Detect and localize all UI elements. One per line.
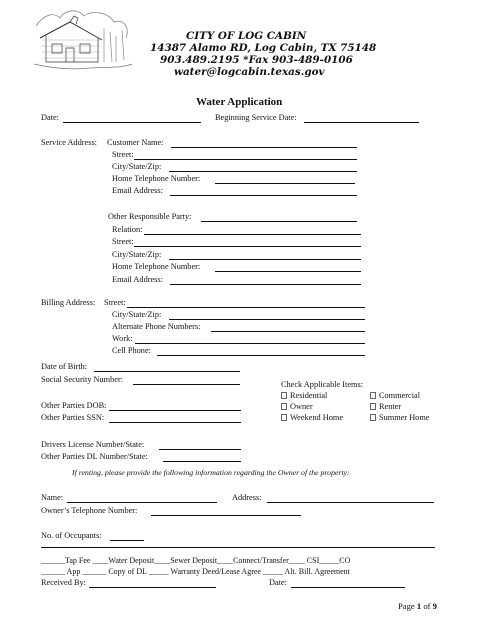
- owner-address-field[interactable]: [267, 494, 434, 503]
- other-home-phone-label: Home Telephone Number:: [112, 262, 201, 271]
- owner-phone-label: Owner’s Telephone Number:: [41, 506, 138, 515]
- dl-field[interactable]: [159, 441, 241, 450]
- occupants-field[interactable]: [110, 532, 144, 541]
- billing-city-label: City/State/Zip:: [112, 310, 162, 319]
- beginning-date-label: Beginning Service Date:: [215, 113, 297, 122]
- dob-label: Date of Birth:: [41, 362, 88, 371]
- other-email-field[interactable]: [170, 276, 361, 285]
- billing-street-field[interactable]: [127, 299, 365, 308]
- billing-address-label: Billing Address:: [41, 298, 96, 307]
- billing-city-field[interactable]: [169, 311, 365, 320]
- email-field[interactable]: [170, 187, 357, 196]
- dl-label: Drivers License Number/State:: [41, 440, 145, 449]
- home-phone-field[interactable]: [215, 175, 355, 184]
- street-label: Street:: [112, 150, 134, 159]
- other-dob-field[interactable]: [109, 402, 241, 411]
- checkbox-icon: [370, 414, 376, 421]
- dob-field[interactable]: [94, 363, 240, 372]
- ssn-label: Social Security Number:: [41, 375, 124, 384]
- work-label: Work:: [112, 334, 133, 343]
- checkbox-renter[interactable]: Renter: [370, 402, 401, 412]
- other-dob-label: Other Parties DOB:: [41, 401, 107, 410]
- owner-address-label: Address:: [232, 493, 262, 502]
- office-date-label: Date:: [269, 578, 287, 587]
- org-name: CITY OF LOG CABIN: [186, 30, 307, 42]
- other-email-label: Email Address:: [112, 275, 163, 284]
- work-field[interactable]: [135, 335, 365, 344]
- email-label: Email Address:: [112, 186, 163, 195]
- divider: [41, 547, 435, 548]
- other-street-label: Street:: [112, 237, 134, 246]
- page-number: Page 1 of 9: [398, 601, 437, 611]
- relation-label: Relation:: [112, 225, 143, 234]
- home-phone-label: Home Telephone Number:: [112, 174, 201, 183]
- owner-name-field[interactable]: [67, 494, 217, 503]
- relation-field[interactable]: [144, 226, 361, 235]
- other-party-field[interactable]: [201, 213, 357, 222]
- owner-name-label: Name:: [41, 493, 64, 502]
- form-title: Water Application: [196, 96, 283, 108]
- checkbox-residential[interactable]: Residential: [281, 391, 327, 401]
- other-street-field[interactable]: [134, 238, 361, 247]
- checkbox-icon: [370, 403, 376, 410]
- occupants-label: No. of Occupants:: [41, 531, 102, 540]
- other-ssn-field[interactable]: [109, 414, 241, 423]
- other-party-label: Other Responsible Party:: [108, 212, 192, 221]
- org-email: water@logcabin.texas.gov: [174, 66, 325, 78]
- cell-label: Cell Phone:: [112, 346, 151, 355]
- received-by-field[interactable]: [89, 579, 216, 588]
- cell-field[interactable]: [157, 347, 365, 356]
- checkbox-icon: [281, 414, 287, 421]
- office-row-2: ______ App ______ Copy of DL _____ Warranty Deed/Lease Agree _____ Alt. Bill. Agreement: [41, 567, 350, 576]
- org-phone: 903.489.2195 *Fax 903-489-0106: [160, 54, 353, 66]
- street-field[interactable]: [134, 151, 357, 160]
- office-row-1: ______Tap Fee ____Water Deposit____Sewer Deposit____Connect/Transfer____ CSI_____CO: [41, 556, 351, 565]
- checkbox-icon: [281, 403, 287, 410]
- service-address-label: Service Address:: [41, 138, 97, 147]
- other-dl-label: Other Parties DL Number/State:: [41, 452, 148, 461]
- ssn-field[interactable]: [133, 376, 240, 385]
- checkbox-owner[interactable]: Owner: [281, 402, 313, 412]
- checkbox-summer-home[interactable]: Summer Home: [370, 413, 429, 423]
- customer-name-field[interactable]: [171, 139, 357, 148]
- check-title: Check Applicable Items:: [281, 380, 364, 389]
- alt-phone-field[interactable]: [211, 323, 365, 332]
- renting-note: If renting, please provide the following information regarding the Owner of the property:: [72, 468, 350, 477]
- city-label: City/State/Zip:: [112, 162, 162, 171]
- office-date-field[interactable]: [291, 579, 405, 588]
- beginning-date-field[interactable]: [304, 114, 419, 123]
- alt-phone-label: Alternate Phone Numbers:: [112, 322, 201, 331]
- checkbox-icon: [370, 392, 376, 399]
- other-city-label: City/State/Zip:: [112, 250, 162, 259]
- date-label: Date:: [41, 113, 59, 122]
- cabin-logo: [30, 8, 136, 76]
- received-by-label: Received By:: [41, 578, 86, 587]
- other-city-field[interactable]: [169, 251, 361, 260]
- checkbox-icon: [281, 392, 287, 399]
- billing-street-label: Street:: [104, 298, 126, 307]
- city-field[interactable]: [169, 163, 357, 172]
- date-field[interactable]: [63, 114, 201, 123]
- checkbox-commercial[interactable]: Commercial: [370, 391, 420, 401]
- other-ssn-label: Other Parties SSN:: [41, 413, 105, 422]
- other-home-phone-field[interactable]: [215, 263, 361, 272]
- customer-name-label: Customer Name:: [107, 138, 164, 147]
- owner-phone-field[interactable]: [151, 507, 301, 516]
- org-address: 14387 Alamo RD, Log Cabin, TX 75148: [150, 42, 377, 54]
- other-dl-field[interactable]: [163, 453, 241, 462]
- checkbox-weekend-home[interactable]: Weekend Home: [281, 413, 343, 423]
